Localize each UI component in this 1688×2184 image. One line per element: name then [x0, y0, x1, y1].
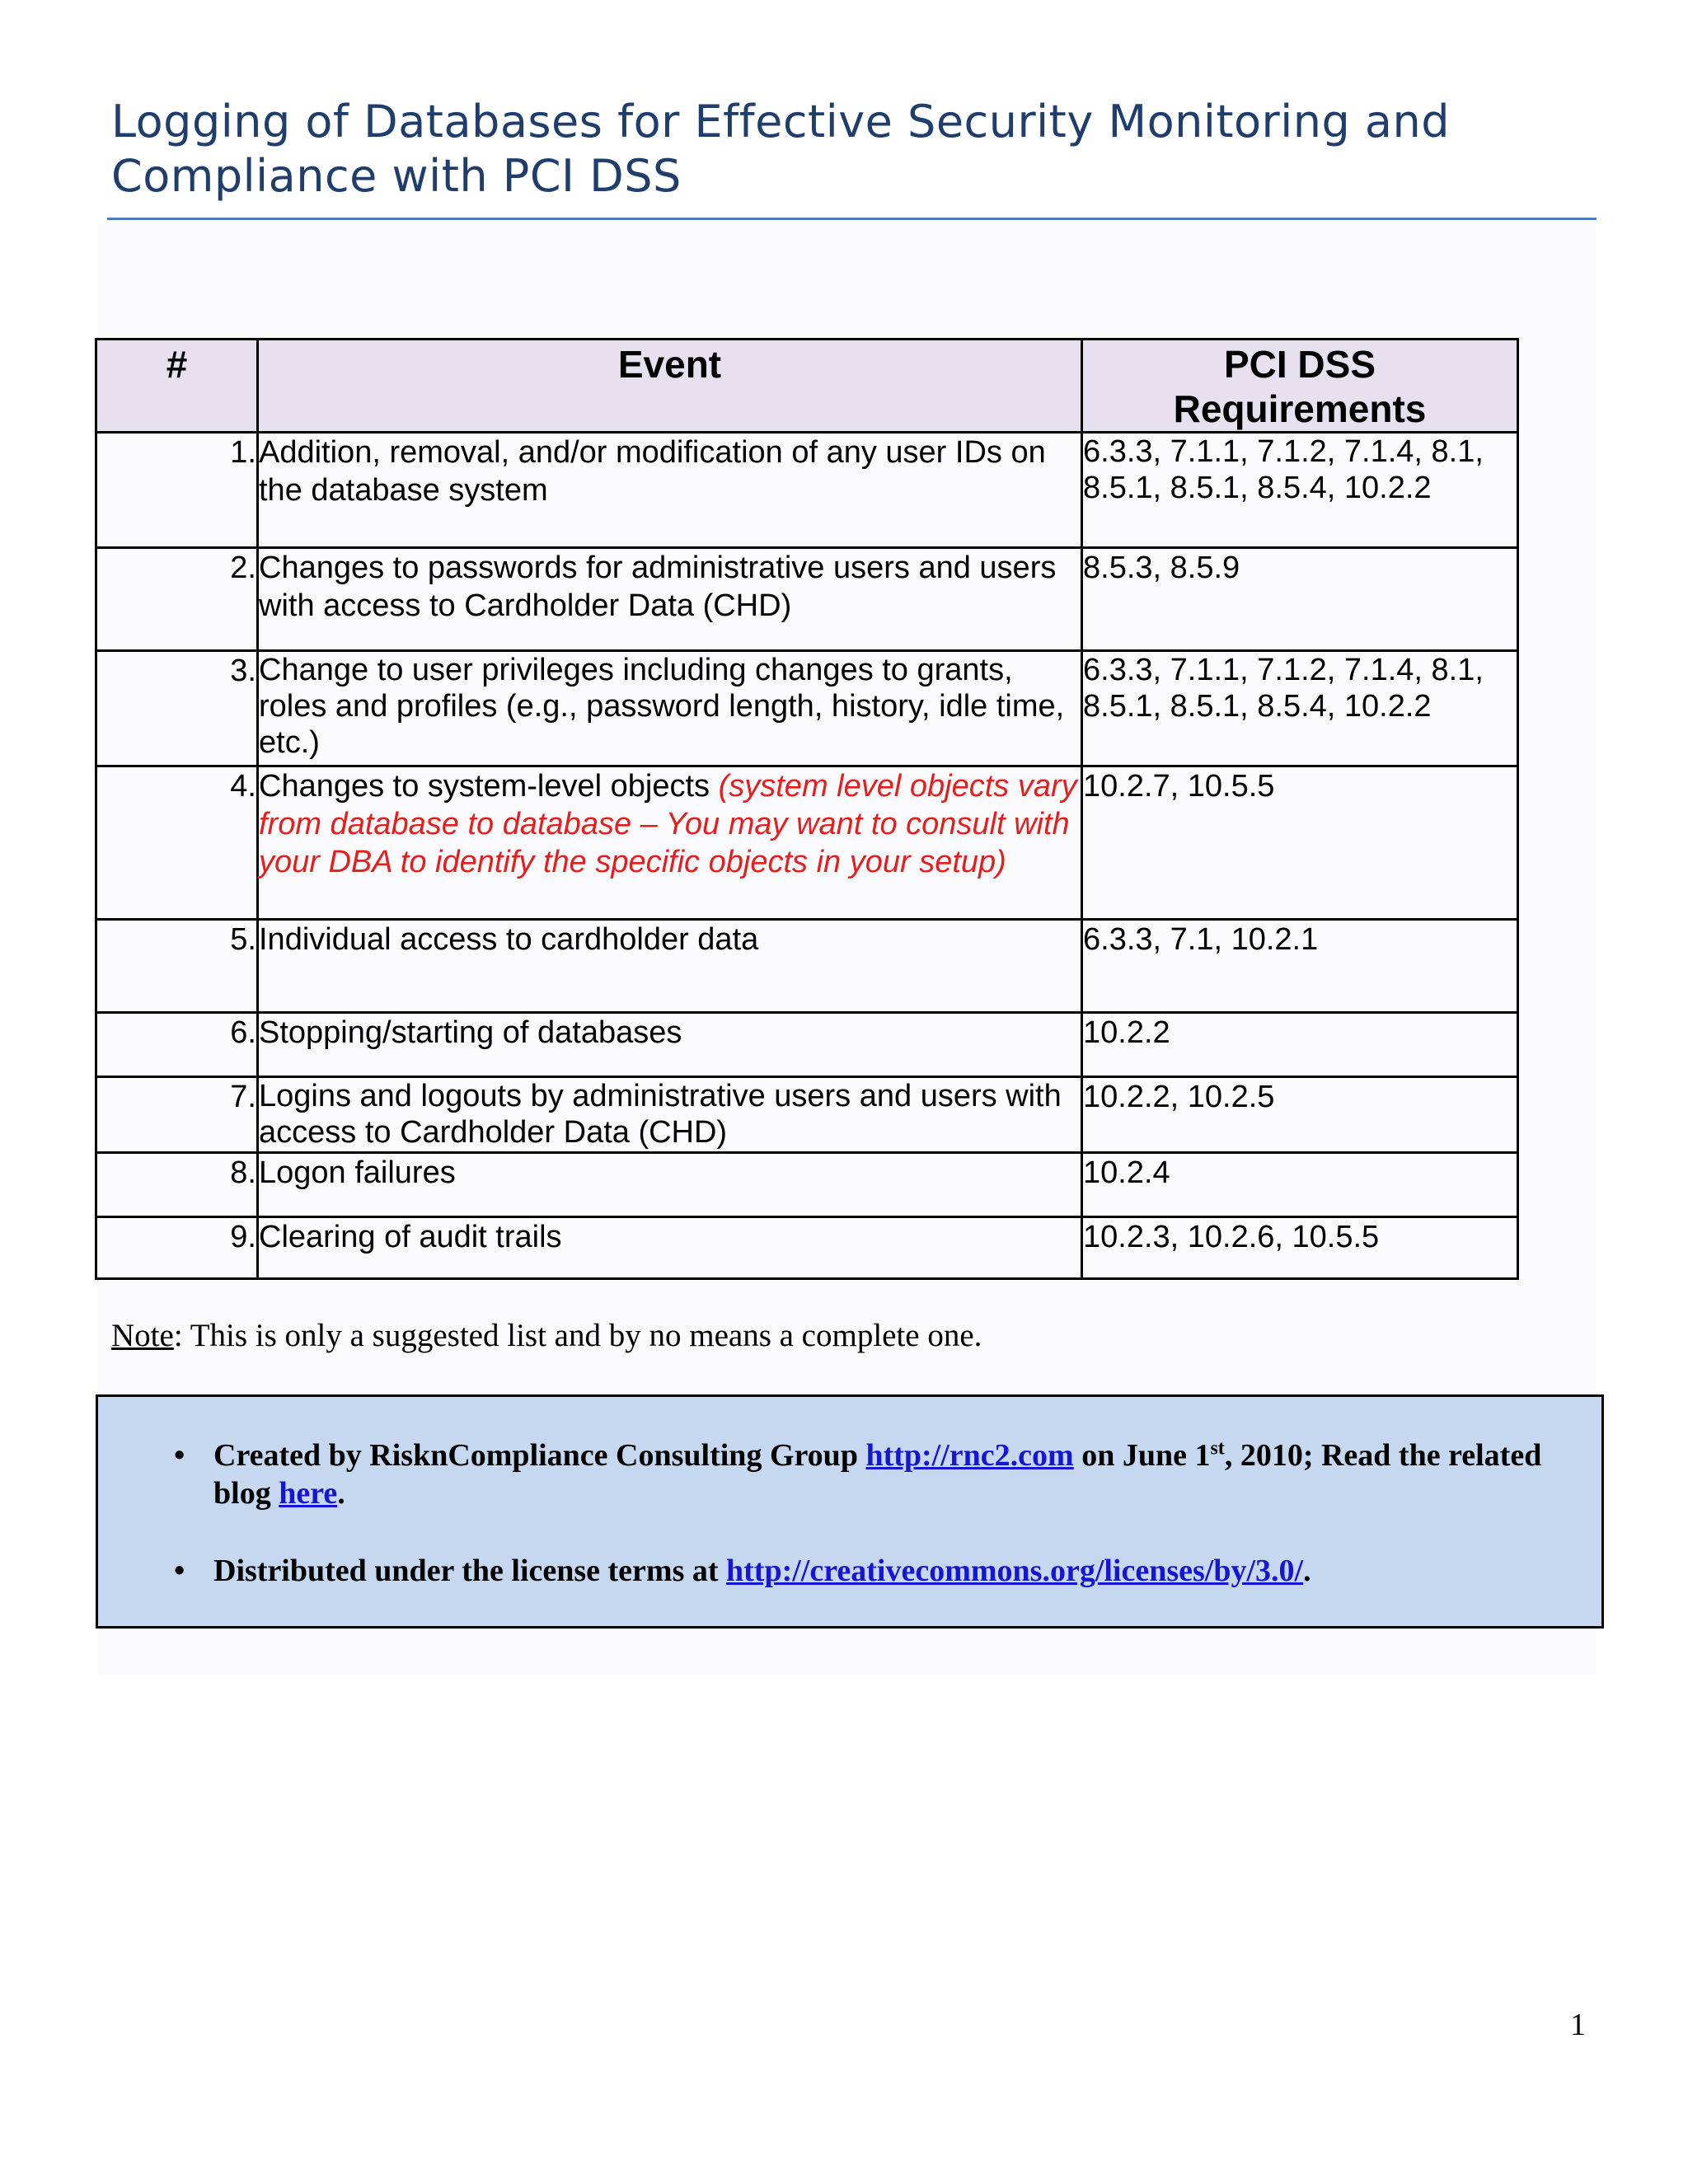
license-end: .	[1303, 1554, 1311, 1588]
table-row	[96, 651, 1518, 766]
note-label: Note	[111, 1318, 174, 1353]
event-text: Stopping/starting of databases	[259, 1015, 682, 1050]
row-requirements: 10.2.2	[1082, 1013, 1518, 1077]
event-text: Changes to passwords for administrative users and users with access to Cardholder Data (CHD)	[259, 551, 1057, 623]
row-number: 5.	[96, 920, 258, 1013]
table-row	[96, 1013, 1518, 1077]
table-header-row	[96, 340, 1518, 433]
row-requirements: 6.3.3, 7.1.1, 7.1.2, 7.1.4, 8.1, 8.5.1, 8.5.1, 8.5.4, 10.2.2	[1082, 651, 1518, 766]
row-number: 1.	[96, 433, 258, 548]
event-text: Change to user privileges including changes to grants, roles and profiles (e.g., password length, history, idle time, etc.)	[259, 653, 1065, 760]
title-line-1: Logging of Databases for Effective Security Monitoring and	[111, 96, 1451, 148]
page-title	[111, 95, 1595, 204]
row-event	[258, 548, 1082, 651]
title-line-2: Compliance with PCI DSS	[111, 150, 682, 202]
row-requirements: 8.5.3, 8.5.9	[1082, 548, 1518, 651]
license-link[interactable]: http://creativecommons.org/licenses/by/3.0/	[726, 1554, 1304, 1588]
row-requirements: 10.2.4	[1082, 1153, 1518, 1217]
date-suffix: st	[1210, 1437, 1225, 1460]
table-row	[96, 1217, 1518, 1279]
attribution-box	[96, 1394, 1604, 1629]
row-requirements: 10.2.3, 10.2.6, 10.5.5	[1082, 1217, 1518, 1279]
row-event	[258, 433, 1082, 548]
license-prefix: Distributed under the license terms at	[213, 1554, 727, 1588]
header-num: #	[96, 340, 258, 433]
row-number: 7.	[96, 1077, 258, 1153]
events-table	[95, 338, 1519, 1280]
attribution-item-license	[174, 1552, 1565, 1590]
event-text: Logon failures	[259, 1155, 456, 1190]
row-number: 6.	[96, 1013, 258, 1077]
header-req-line-1: PCI DSS	[1223, 343, 1376, 386]
created-end: .	[337, 1476, 345, 1511]
event-text: Addition, removal, and/or modification of any user IDs on the database system	[259, 435, 1046, 508]
row-requirements: 6.3.3, 7.1.1, 7.1.2, 7.1.4, 8.1, 8.5.1, 8.5.1, 8.5.4, 10.2.2	[1082, 433, 1518, 548]
header-requirements	[1082, 340, 1518, 433]
row-number: 4.	[96, 766, 258, 920]
row-number: 2.	[96, 548, 258, 651]
header-req-line-2: Requirements	[1173, 387, 1427, 430]
row-number: 8.	[96, 1153, 258, 1217]
table-row	[96, 548, 1518, 651]
row-event	[258, 1077, 1082, 1153]
title-divider	[107, 218, 1597, 220]
note-paragraph	[111, 1315, 982, 1357]
row-event	[258, 766, 1082, 920]
row-requirements: 6.3.3, 7.1, 10.2.1	[1082, 920, 1518, 1013]
rnc2-link[interactable]: http://rnc2.com	[865, 1438, 1074, 1473]
attribution-item-created	[174, 1436, 1565, 1512]
row-event	[258, 651, 1082, 766]
row-number: 9.	[96, 1217, 258, 1279]
row-number: 3.	[96, 651, 258, 766]
row-requirements: 10.2.7, 10.5.5	[1082, 766, 1518, 920]
created-suffix: , 2010; Read the related blog	[213, 1438, 1542, 1511]
row-event	[258, 1013, 1082, 1077]
note-text: : This is only a suggested list and by no means a complete one.	[173, 1318, 982, 1353]
event-text: Individual access to cardholder data	[259, 922, 759, 957]
row-requirements: 10.2.2, 10.2.5	[1082, 1077, 1518, 1153]
event-text: Logins and logouts by administrative users and users with access to Cardholder Data (CHD)	[259, 1079, 1062, 1150]
row-event	[258, 920, 1082, 1013]
created-date: on June 1	[1073, 1438, 1211, 1473]
page-number: 1	[1570, 2008, 1586, 2042]
bullet-icon: •	[174, 1438, 185, 1473]
table-row	[96, 766, 1518, 920]
event-text: Clearing of audit trails	[259, 1220, 562, 1254]
header-event: Event	[258, 340, 1082, 433]
blog-link[interactable]: here	[279, 1476, 338, 1511]
table-row	[96, 433, 1518, 548]
row-event	[258, 1217, 1082, 1279]
row-event	[258, 1153, 1082, 1217]
event-text: Changes to system-level objects	[259, 769, 719, 804]
event-note-red: (system level objects vary from database to database – You may want to consult with your DBA to identify the specific objects in your setup)	[259, 769, 1077, 879]
table-row	[96, 920, 1518, 1013]
table-row	[96, 1153, 1518, 1217]
table-row	[96, 1077, 1518, 1153]
created-prefix: Created by RisknCompliance Consulting Group	[213, 1438, 866, 1473]
bullet-icon: •	[174, 1554, 185, 1588]
